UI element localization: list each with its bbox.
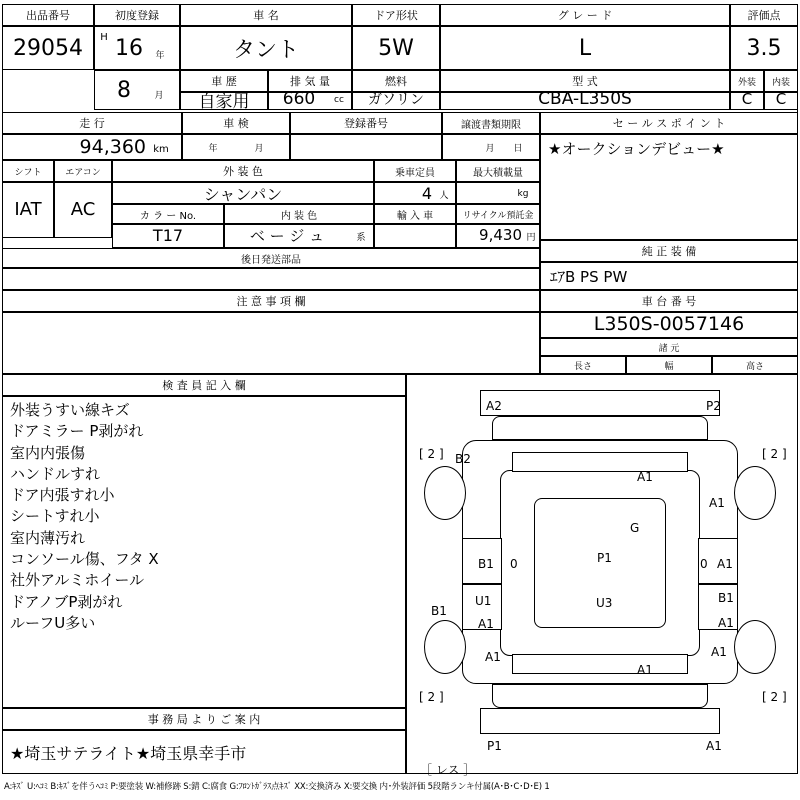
rating-value: 3.5 <box>746 35 782 61</box>
int-color-value: ベ ー ジ ュ <box>249 226 325 245</box>
door-value: 5W <box>378 35 414 61</box>
ac-value: AC <box>70 198 96 220</box>
grade-label: グ レ ー ド <box>557 9 613 22</box>
int-color-label: 内 装 色 <box>280 210 318 222</box>
door-label: ドア形状 <box>374 9 418 22</box>
diagram-mark: B1 <box>718 591 734 605</box>
diagram-mark: [ 2 ] <box>419 447 444 461</box>
import-label: 輸 入 車 <box>396 210 434 222</box>
diagram-mark: P1 <box>597 551 612 565</box>
legend-footer: A:ｷｽﾞ U:ﾍｺﾐ B:ｷｽﾞを伴うﾍｺﾐ P:要塗装 W:補修跡 S:錆 C:腐食 G:ﾌﾛﾝﾄｶﾞﾗｽ点ｷｽﾞ XX:交換済み X:要交換 内･外装評価 5段階ランキ付属(A･B･C･D･E) 1 <box>4 782 550 792</box>
diagram-mark: A1 <box>637 470 653 484</box>
diagram-mark: [ 2 ] <box>762 690 787 704</box>
mileage-value: 94,360 <box>79 136 146 158</box>
diagram-mark: [ 2 ] <box>762 447 787 461</box>
inspector-note-line: ドア内張すれ小 <box>10 486 115 505</box>
model-label: 型 式 <box>572 75 598 88</box>
rating-label: 評価点 <box>747 9 781 22</box>
inspector-note-line: 室内内張傷 <box>10 443 86 462</box>
diagram-mark: ［ レス ］ <box>420 763 476 777</box>
recycle-unit: 円 <box>526 232 536 243</box>
first-reg-month: 8 <box>117 77 131 103</box>
exterior-grade-label: 外装 <box>737 77 756 88</box>
shaken-label: 車 検 <box>223 117 249 130</box>
first-reg-month-unit: 月 <box>154 90 164 101</box>
dim-label: 諸 元 <box>658 343 680 354</box>
inspector-note-line: シートすれ小 <box>10 507 100 526</box>
equip-text: ｴｱB PS PW <box>550 267 628 286</box>
first-reg-year-unit: 年 <box>155 50 165 61</box>
fuel-label: 燃料 <box>385 75 407 88</box>
later-parts-label: 後日発送部品 <box>241 254 301 266</box>
diagram-mark: A1 <box>485 650 501 664</box>
inspector-note-line: 室内薄汚れ <box>10 528 86 547</box>
inspector-note-line: ドアミラー P剥がれ <box>10 422 144 441</box>
equip-title: 純 正 装 備 <box>641 245 697 258</box>
transfer-label: 譲渡書類期限 <box>461 119 521 131</box>
shift-value: IAT <box>14 198 42 220</box>
diagram-mark: B1 <box>431 604 447 618</box>
lot-no-label: 出品番号 <box>26 9 70 22</box>
diagram-mark: A1 <box>478 617 494 631</box>
height-label: 高さ <box>745 361 764 372</box>
caution-title: 注 意 事 項 欄 <box>236 295 306 308</box>
ext-color-value: シャンパン <box>203 184 283 204</box>
fuel-value: ガソリン <box>368 92 424 108</box>
ac-label: エアコン <box>65 167 101 178</box>
inspector-note-line: コンソール傷、フタ X <box>10 550 159 569</box>
recycle-value: 9,430 <box>479 226 522 244</box>
mileage-unit: km <box>153 143 169 155</box>
model-value: CBA-L350S <box>538 89 632 109</box>
shaken-month-unit: 月 <box>254 143 264 154</box>
office-title: 事 務 局 よ り ご 案 内 <box>147 713 261 726</box>
max-load-unit: kg <box>517 189 529 199</box>
diagram-mark: A1 <box>637 663 653 677</box>
chassis-value: L350S-0057146 <box>593 313 745 335</box>
interior-grade-value: C <box>775 90 787 108</box>
diagram-mark: G <box>630 521 640 535</box>
exterior-grade-value: C <box>741 90 753 108</box>
diagram-mark: A1 <box>706 739 722 753</box>
transfer-month-unit: 月 <box>485 143 495 154</box>
diagram-mark: U3 <box>596 596 613 610</box>
shift-label: シフト <box>14 167 42 178</box>
inspector-title: 検 査 員 記 入 欄 <box>162 379 246 392</box>
seats-value: 4 <box>421 183 432 203</box>
interior-grade-label: 内装 <box>771 77 790 88</box>
diagram-mark: A1 <box>711 645 727 659</box>
diagram-mark: P1 <box>487 739 502 753</box>
inspector-note-line: ルーフU多い <box>10 613 96 632</box>
diagram-mark: 0 <box>510 557 518 571</box>
inspector-note-line: 社外アルミホイール <box>10 571 145 590</box>
diagram-mark: [ 2 ] <box>419 690 444 704</box>
displacement-label: 排 気 量 <box>290 75 330 88</box>
diagram-mark: A1 <box>717 557 733 571</box>
seats-label: 乗車定員 <box>395 167 435 179</box>
office-text: ★埼玉サテライト★埼玉県幸手市 <box>10 743 247 763</box>
recycle-label: リサイクル預託金 <box>462 210 534 221</box>
history-label: 車 歴 <box>211 75 237 88</box>
int-color-suffix: 系 <box>356 232 366 243</box>
diagram-mark: B2 <box>455 452 471 466</box>
diagram-mark: A1 <box>709 496 725 510</box>
diagram-mark: B1 <box>478 557 494 571</box>
mileage-label: 走 行 <box>79 117 105 130</box>
inspector-note-line: ドアノブP剥がれ <box>10 592 123 611</box>
displacement-value: 660 <box>282 89 316 109</box>
car-name-value: タント <box>232 37 299 63</box>
reg-no-label: 登録番号 <box>344 117 388 130</box>
diagram-mark: 0 <box>700 557 708 571</box>
shaken-year-unit: 年 <box>208 143 218 154</box>
seats-unit: 人 <box>439 190 449 201</box>
sales-point-text: ★オークションデビュー★ <box>548 139 725 158</box>
diagram-mark: A1 <box>718 616 734 630</box>
ext-color-label: 外 装 色 <box>223 165 263 178</box>
first-reg-era: H <box>100 31 108 43</box>
color-no-label: カ ラ ー No. <box>139 210 197 222</box>
chassis-label: 車 台 番 号 <box>641 295 697 308</box>
grade-value: L <box>578 35 592 61</box>
inspector-note-line: 外装うすい線キズ <box>10 401 130 419</box>
displacement-unit: cc <box>334 95 344 105</box>
inspector-note-line: ハンドルすれ <box>10 464 101 483</box>
first-reg-year: 16 <box>115 35 143 61</box>
car-name-label: 車 名 <box>253 9 279 22</box>
sales-point-title: セ ー ル ス ポ イ ン ト <box>612 117 726 130</box>
color-no-value: T17 <box>152 225 184 245</box>
diagram-mark: A2 <box>486 399 502 413</box>
lot-no-value: 29054 <box>13 35 83 61</box>
width-label: 幅 <box>664 361 674 372</box>
length-label: 長さ <box>573 361 592 372</box>
diagram-mark: P2 <box>706 399 721 413</box>
diagram-mark: U1 <box>475 594 492 608</box>
transfer-day-unit: 日 <box>513 143 523 154</box>
max-load-label: 最大積載量 <box>473 167 523 179</box>
first-reg-label: 初度登録 <box>115 9 159 22</box>
history-value: 自家用 <box>198 91 250 112</box>
